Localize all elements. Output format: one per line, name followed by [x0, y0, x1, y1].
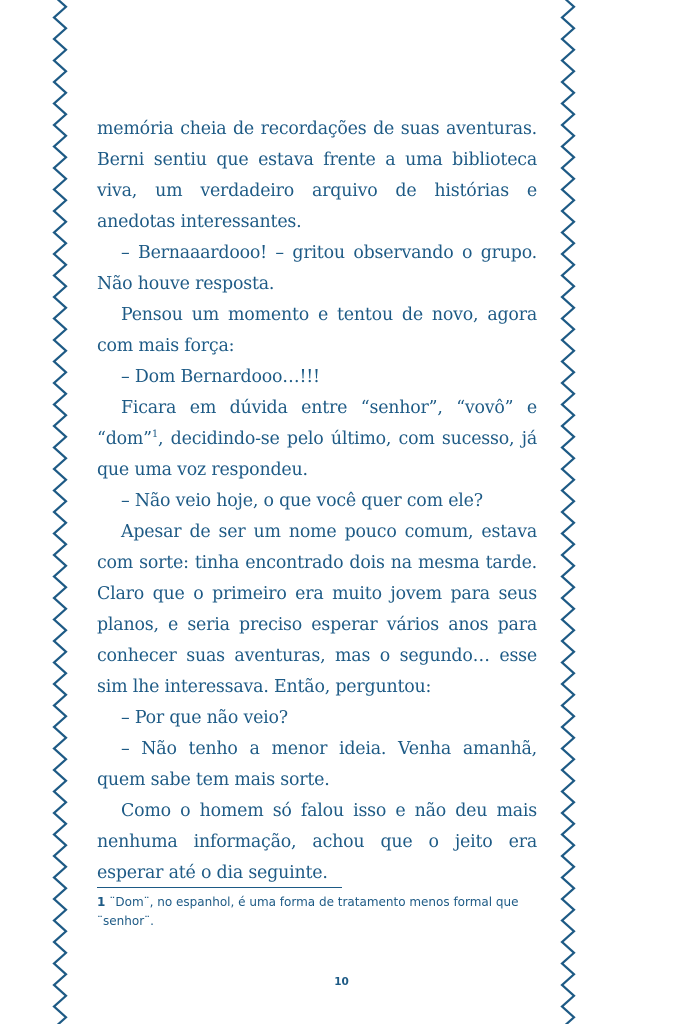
paragraph-text-after: , decidindo-se pelo último, com sucesso, já que uma voz respondeu.: [97, 429, 537, 480]
zigzag-border-right: [560, 0, 584, 1024]
paragraph: Pensou um momento e tentou de novo, agora com mais força:: [97, 305, 537, 356]
footnote-text: ¨Dom¨, no espanhol, é uma forma de tratamento menos formal que ¨senhor¨.: [97, 895, 519, 928]
body-text: [97, 114, 537, 889]
paragraph: – Bernaaardooo! – gritou observando o grupo. Não houve resposta.: [97, 243, 537, 294]
paragraph-with-footnote: [97, 393, 537, 486]
zigzag-border-left: [52, 0, 76, 1024]
page-number: 10: [334, 976, 349, 988]
paragraph-text-before: Ficara em dúvida entre “senhor”, “vovô” e “dom”: [97, 398, 537, 449]
paragraph: – Não tenho a menor ideia. Venha amanhã, quem sabe tem mais sorte.: [97, 739, 537, 790]
footnote-reference[interactable]: 1: [151, 429, 159, 441]
footnote: [97, 893, 537, 931]
paragraph: Como o homem só falou isso e não deu mais nenhuma informação, achou que o jeito era esperar até o dia seguinte.: [97, 801, 537, 883]
paragraph: Apesar de ser um nome pouco comum, estava com sorte: tinha encontrado dois na mesma tarde. Claro que o primeiro era muito jovem para seus planos, e seria preciso esperar vários anos para conhecer suas aventuras, mas o segundo… esse sim lhe interessava. Então, perguntou:: [97, 522, 537, 697]
paragraph: – Não veio hoje, o que você quer com ele?: [121, 491, 483, 511]
footnote-number: 1: [97, 895, 106, 909]
footnote-divider: [97, 887, 342, 888]
paragraph: – Por que não veio?: [121, 708, 288, 728]
paragraph: – Dom Bernardooo…!!!: [121, 367, 320, 387]
paragraph: memória cheia de recordações de suas aventuras. Berni sentiu que estava frente a uma biblioteca viva, um verdadeiro arquivo de histórias e anedotas interessantes.: [97, 119, 537, 232]
